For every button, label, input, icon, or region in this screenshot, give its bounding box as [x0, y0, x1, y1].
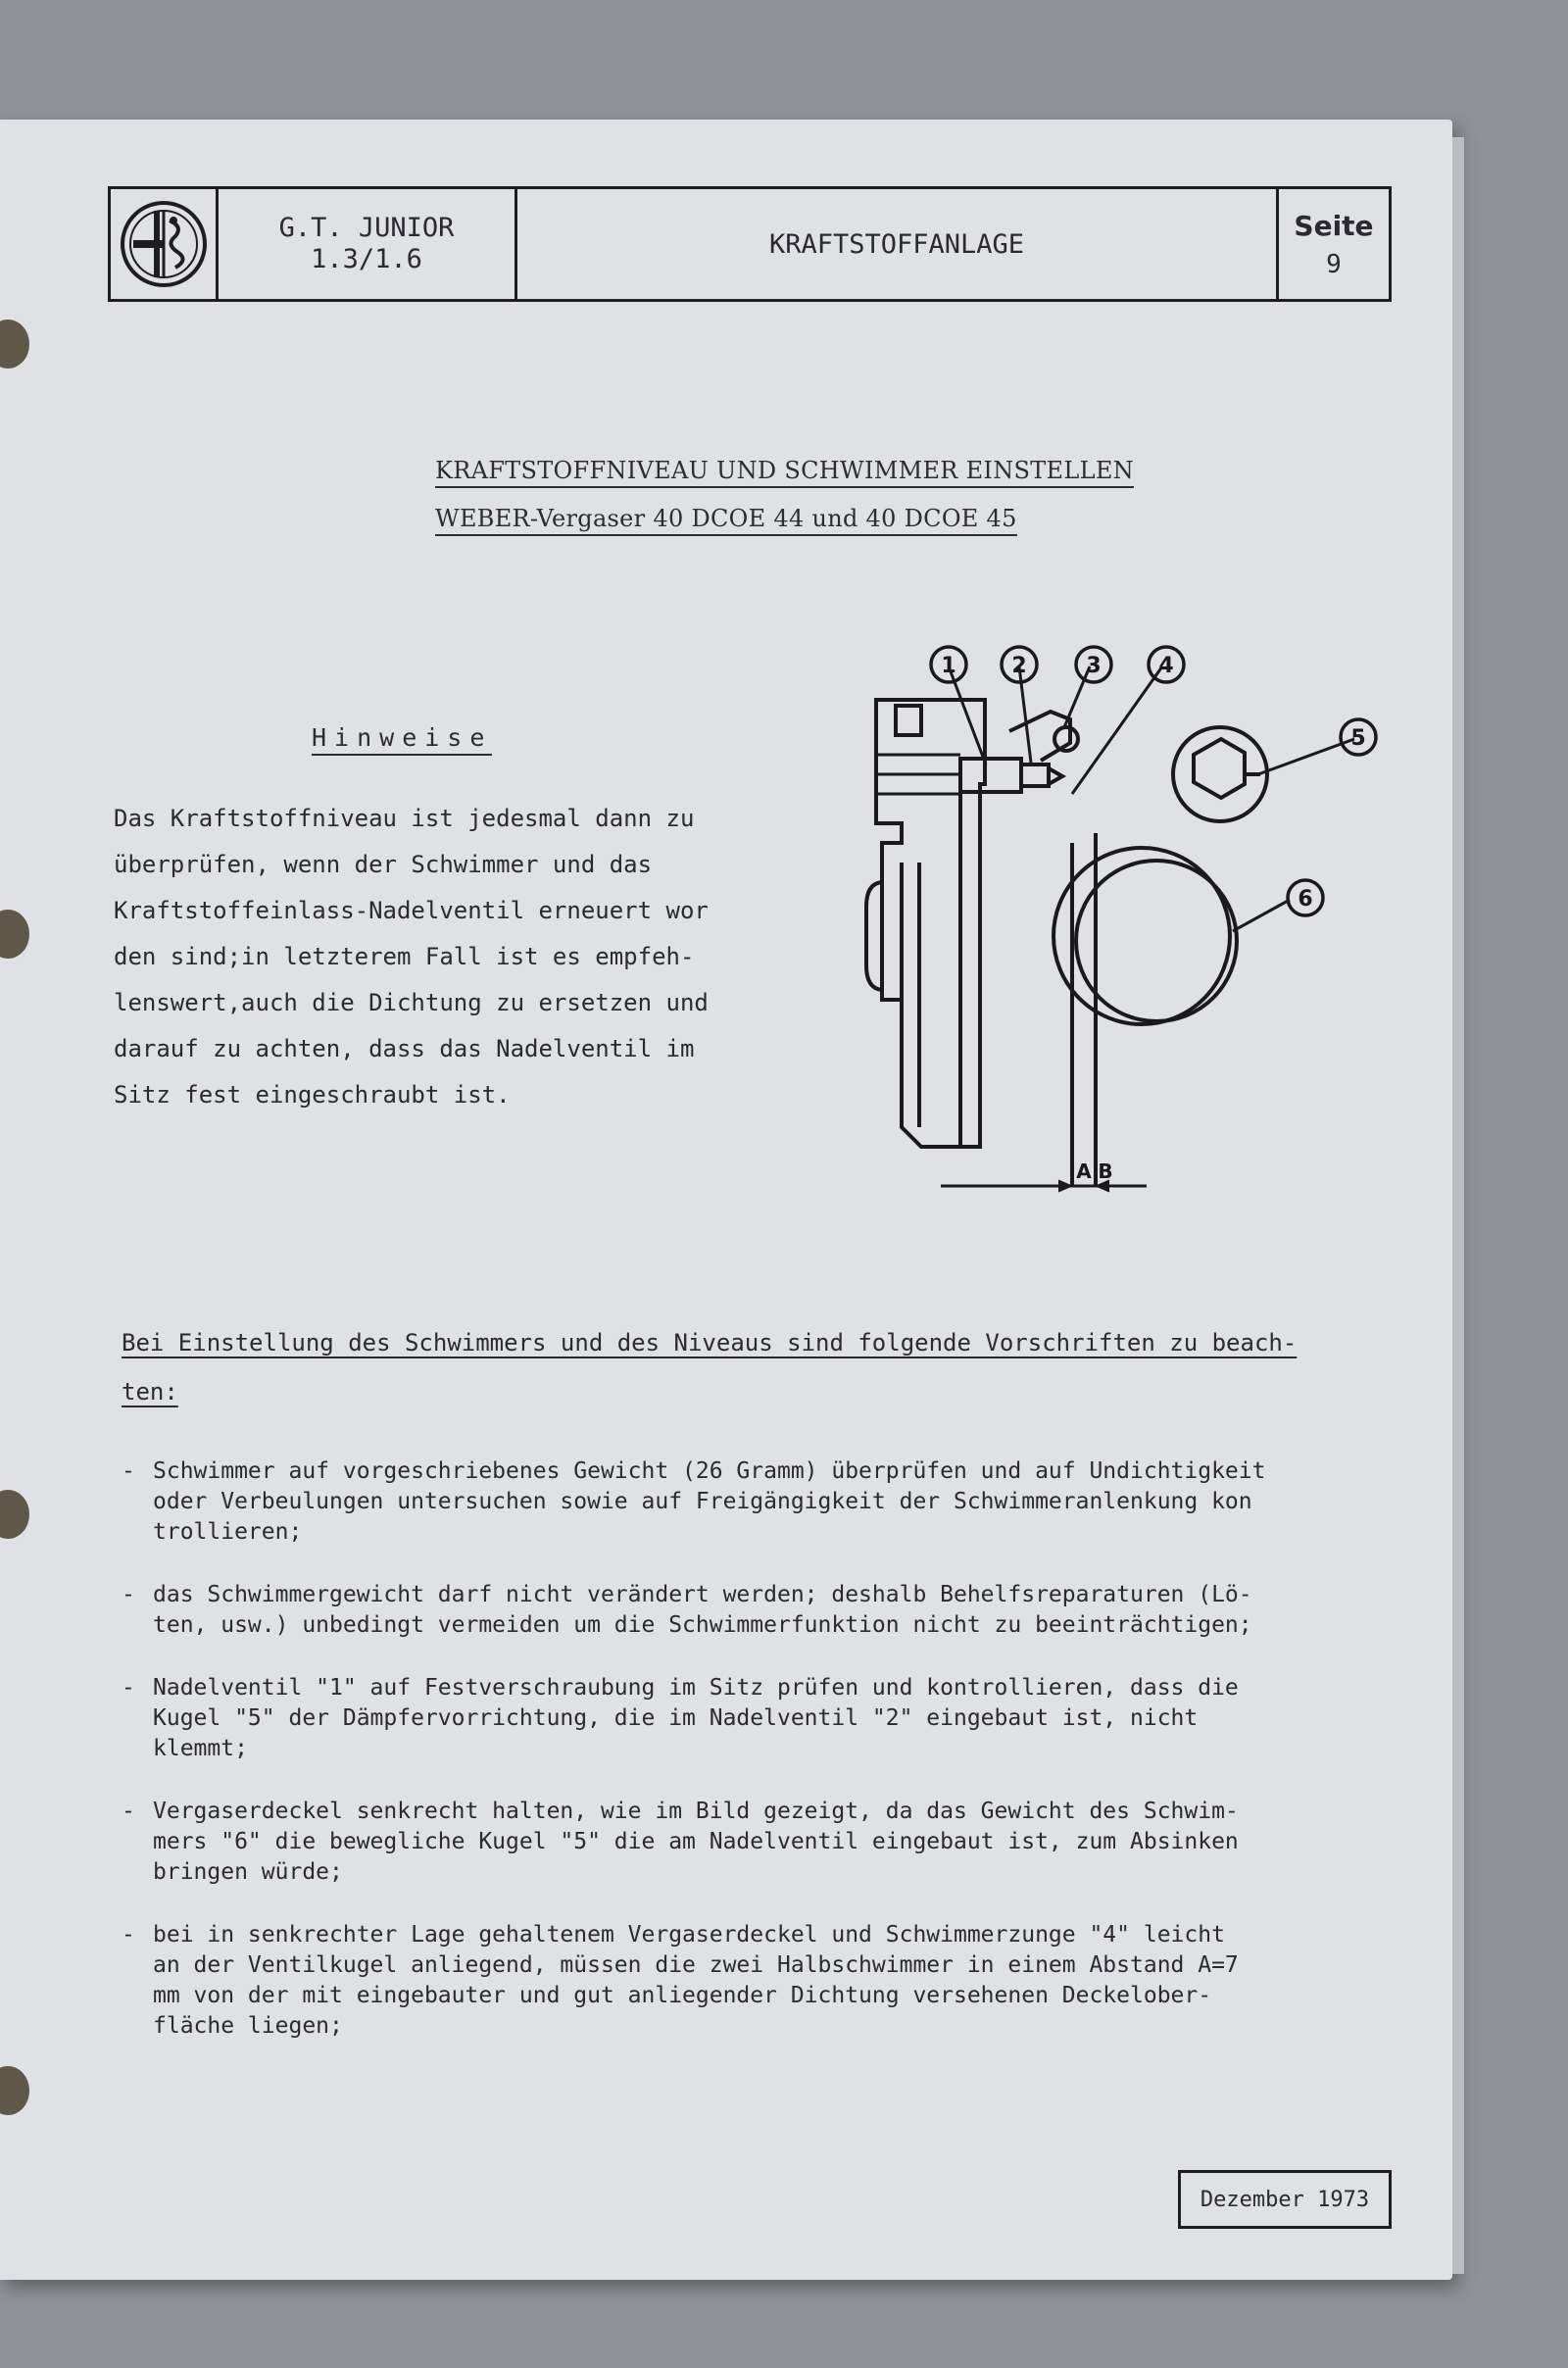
list-item: [118, 1456, 1396, 1548]
sub-title: WEBER-Vergaser 40 DCOE 44 und 40 DCOE 45: [435, 505, 1017, 536]
rule-text: Vergaserdeckel senkrecht halten, wie im Bild gezeigt, da das Gewicht des Schwim- mers "6" die bewegliche Kugel "5" die am Nadelventil eingebaut ist, zum Absinken bringen würde;: [153, 1799, 1239, 1885]
callout-2: 2: [1011, 654, 1027, 678]
callout-5: 5: [1350, 726, 1366, 751]
list-item: [118, 1673, 1396, 1764]
page-number: 9: [1326, 249, 1342, 279]
page-stack-edge: [1452, 137, 1464, 2274]
rule-text: Schwimmer auf vorgeschriebenes Gewicht (26 Gramm) überprüfen und auf Undichtigkeit oder Verbeulungen untersuchen sowie auf Freigängigkeit der Schwimmeranlenkung kon trollieren;: [153, 1458, 1266, 1545]
list-item: [118, 1797, 1396, 1888]
binder-hole: [0, 2066, 29, 2115]
callout-6: 6: [1298, 887, 1313, 912]
model-name: G.T. JUNIOR: [278, 213, 455, 243]
notes-text: Das Kraftstoffniveau ist jedesmal dann zu überprüfen, wenn der Schwimmer und das Kraftstoffeinlass-Nadelventil erneuert wor den sind;in letzterem Fall ist es empfeh- lenswert,auch die Dichtung zu ersetzen und darauf zu achten, dass das Nadelventil im Sitz fest eingeschraubt ist.: [114, 805, 709, 1109]
rule-text: das Schwimmergewicht darf nicht verändert werden; deshalb Behelfsreparaturen (Lö- ten, usw.) unbedingt vermeiden um die Schwimmerfunktion nicht zu beeinträchtigen;: [153, 1582, 1252, 1638]
rule-text: Nadelventil "1" auf Festverschraubung im Sitz prüfen und kontrollieren, dass die Kugel "5" der Dämpfervorrichtung, die im Nadelventil "2" eingebaut ist, nicht klemmt;: [153, 1675, 1239, 1761]
callout-group: [931, 647, 1376, 1183]
logo-cell: [111, 189, 219, 299]
page-number-cell: [1279, 189, 1389, 299]
list-item: [118, 1920, 1396, 2042]
rules-heading: Bei Einstellung des Schwimmers und des Niveaus sind folgende Vorschriften zu beach- ten:: [122, 1329, 1298, 1406]
binder-hole: [0, 320, 29, 369]
callout-3: 3: [1086, 654, 1102, 678]
rules-list: [118, 1456, 1396, 2074]
alfa-romeo-logo-icon: [119, 199, 209, 289]
date-badge: Dezember 1973: [1178, 2170, 1392, 2229]
rule-text: bei in senkrechter Lage gehaltenem Vergaserdeckel und Schwimmerzunge "4" leicht an der Ventilkugel anliegend, müssen die zwei Halbschwimmer in einem Abstand A=7 mm von der mit eingebauter und gut anliegender Dichtung versehenen Deckelober- fläche liegen;: [153, 1922, 1239, 2039]
binder-hole: [0, 1490, 29, 1539]
callout-4: 4: [1158, 654, 1174, 678]
binder-hole: [0, 910, 29, 959]
dimension-b-label: B: [1098, 1159, 1113, 1183]
list-item: [118, 1580, 1396, 1641]
model-cell: [219, 189, 517, 299]
model-engine: 1.3/1.6: [311, 244, 422, 274]
main-title: KRAFTSTOFFNIVEAU UND SCHWIMMER EINSTELLEN: [435, 457, 1134, 488]
dimension-a-label: A: [1076, 1159, 1092, 1183]
notes-heading: Hinweise: [312, 723, 492, 756]
carburetor-cover-drawing: [866, 666, 1354, 1192]
section-title: KRAFTSTOFFANLAGE: [517, 189, 1279, 299]
carburetor-float-diagram: [862, 637, 1392, 1196]
page-label: Seite: [1294, 209, 1374, 242]
callout-1: 1: [941, 654, 956, 678]
page-header: [108, 186, 1392, 302]
